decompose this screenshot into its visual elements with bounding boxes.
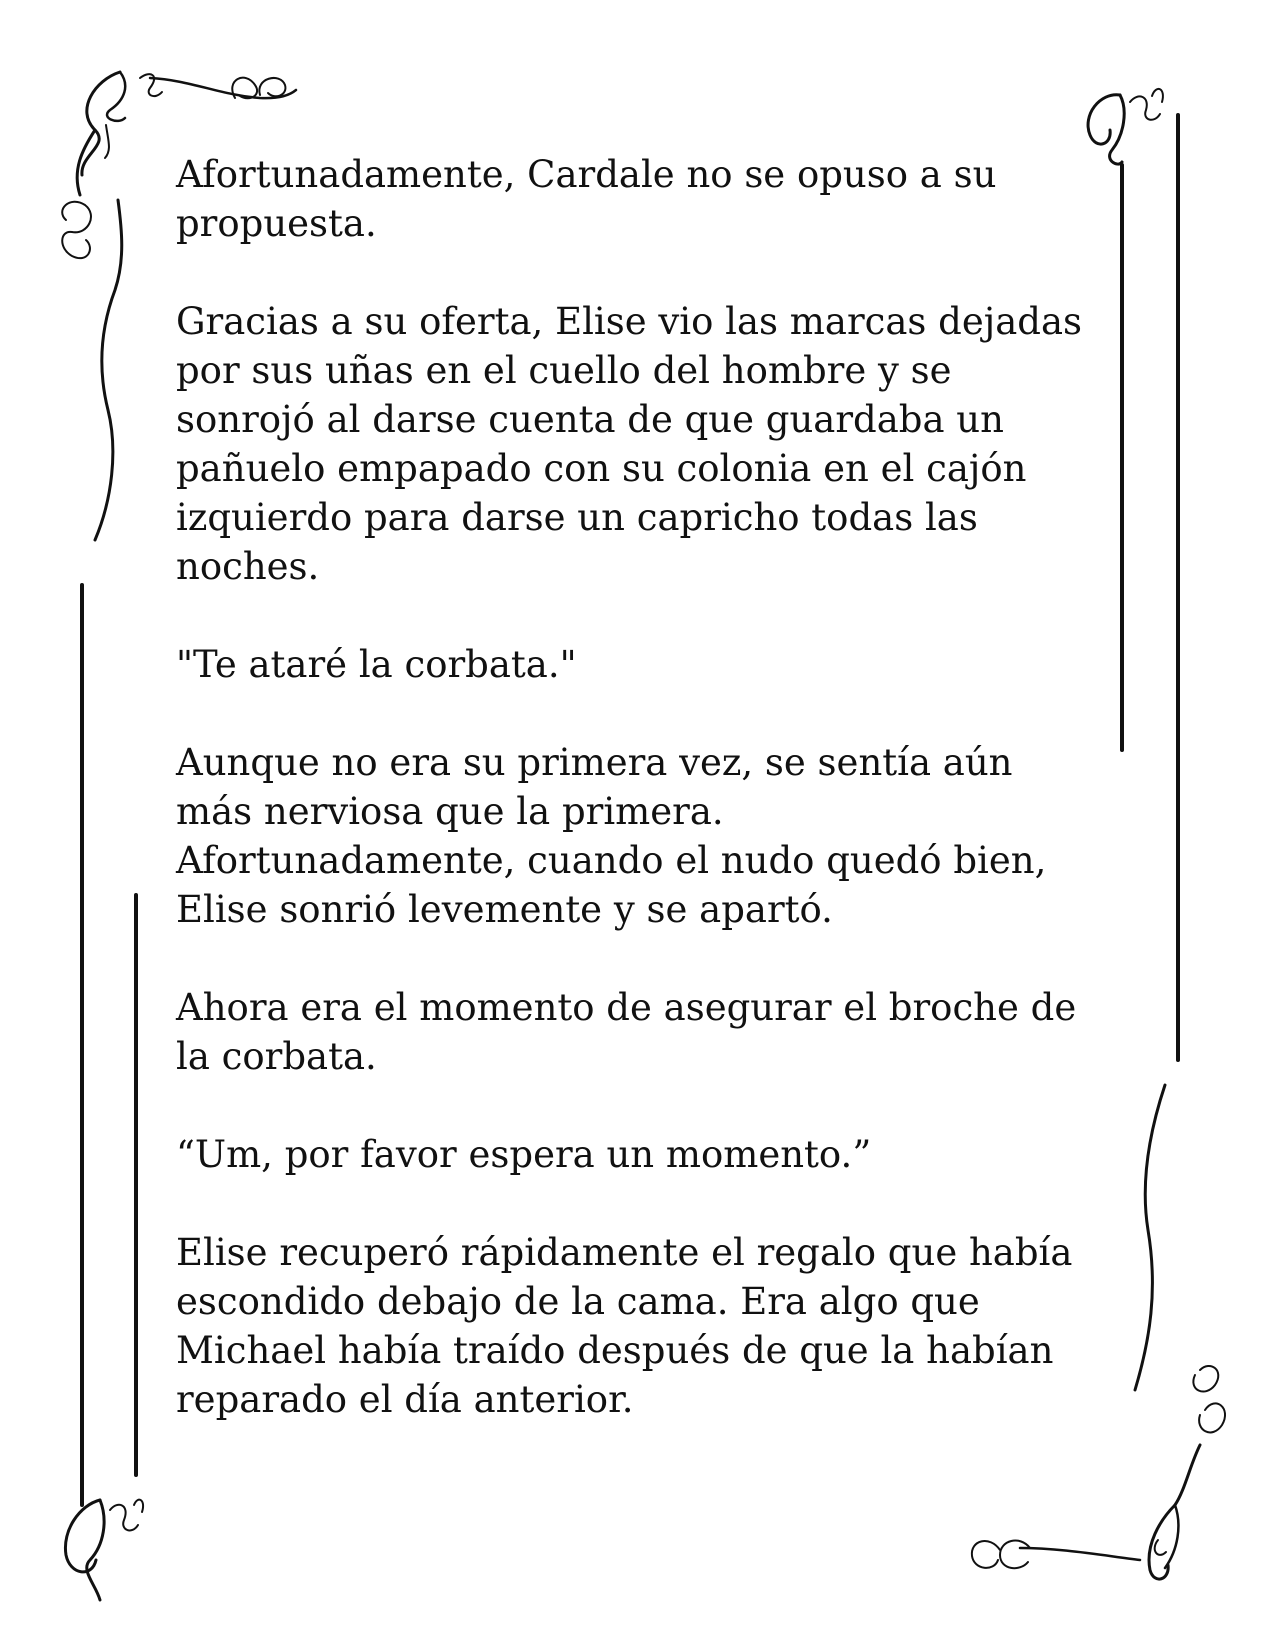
- paragraph-1: Afortunadamente, Cardale no se opuso a su propuesta.: [176, 153, 1009, 245]
- bottom-left-flourish-icon: [65, 1500, 143, 1600]
- paragraph-4: Aunque no era su primera vez, se sentía aún más nerviosa que la primera. Afortunadamente, cuando el nudo quedó bien, Elise sonrió levemente y se apartó.: [176, 741, 1047, 931]
- paragraph-3: "Te ataré la corbata.": [176, 643, 577, 686]
- paragraph-6: “Um, por favor espera un momento.”: [176, 1133, 872, 1176]
- paragraph-5: Ahora era el momento de asegurar el broche de la corbata.: [176, 986, 1088, 1078]
- top-right-flourish-icon: [1088, 89, 1163, 164]
- story-text: [176, 150, 1096, 1424]
- paragraph-2: Gracias a su oferta, Elise vio las marcas dejadas por sus uñas en el cuello del hombre y se sonrojó al darse cuenta de que guardaba un pañuelo empapado con su colonia en el cajón izquierdo para darse un capricho todas las noches.: [176, 300, 1094, 588]
- paragraph-7: Elise recuperó rápidamente el regalo que había escondido debajo de la cama. Era algo que Michael había traído después de que la habían reparado el día anterior.: [176, 1231, 1085, 1421]
